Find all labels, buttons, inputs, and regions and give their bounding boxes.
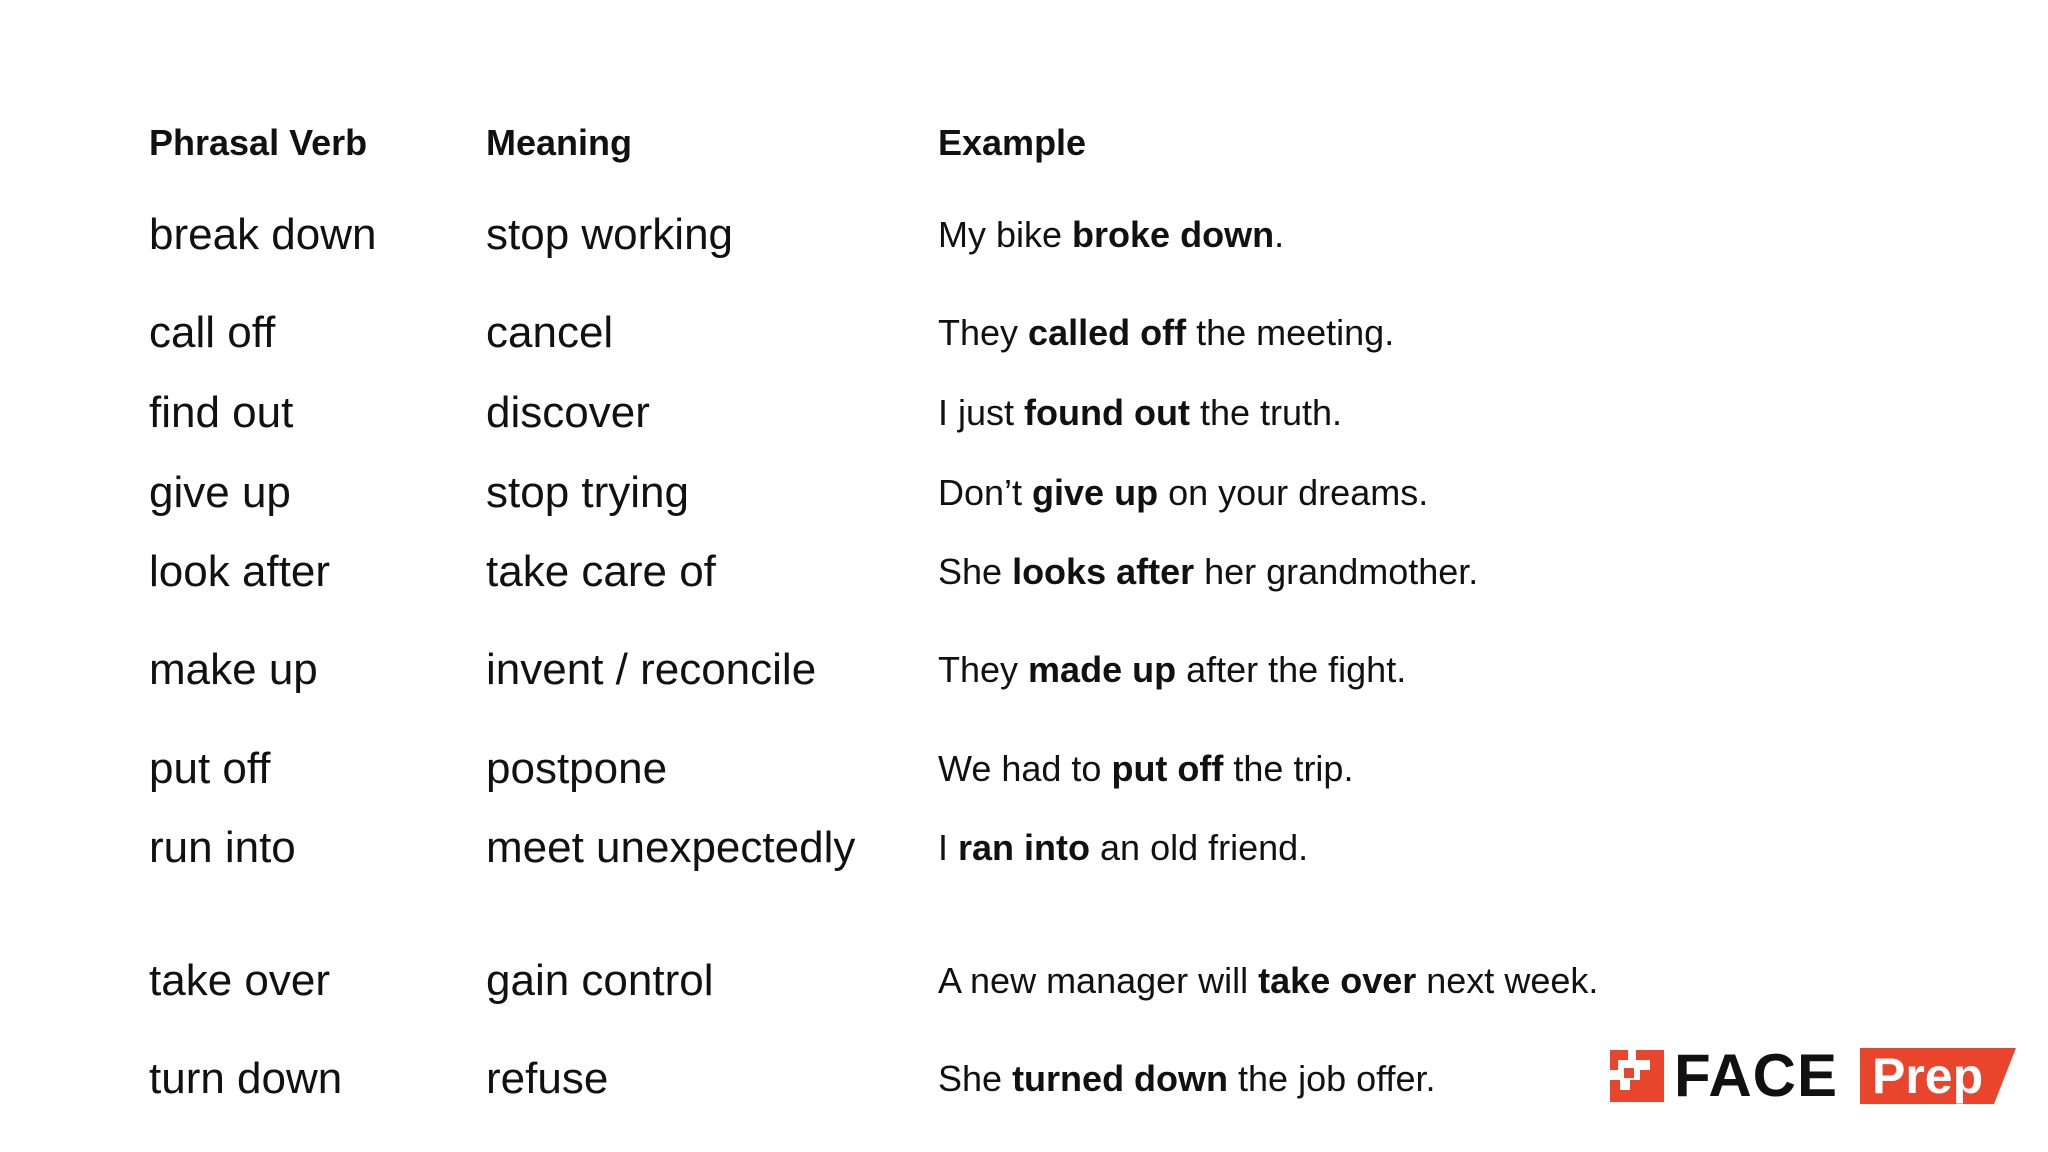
face-prep-logo [1610, 1042, 2016, 1109]
example-phrasal-verb: ran into [958, 827, 1091, 868]
example: They made up after the fight. [938, 649, 1407, 690]
example: I ran into an old friend. [938, 827, 1309, 868]
example: A new manager will take over next week. [938, 960, 1599, 1001]
meaning: stop working [486, 210, 734, 259]
meaning: invent / reconcile [486, 645, 817, 694]
example: My bike broke down. [938, 214, 1285, 255]
phrasal-verb: give up [149, 468, 291, 517]
example-phrasal-verb: turned down [1012, 1058, 1229, 1099]
header-meaning: Meaning [486, 122, 633, 163]
example-phrasal-verb: broke down [1072, 214, 1275, 255]
phrasal-verb: find out [149, 388, 294, 437]
example: They called off the meeting. [938, 312, 1395, 353]
meaning: refuse [486, 1054, 609, 1103]
phrasal-verb: run into [149, 823, 296, 872]
phrasal-verb: put off [149, 744, 271, 793]
example: She looks after her grandmother. [938, 551, 1479, 592]
example: We had to put off the trip. [938, 748, 1354, 789]
example-phrasal-verb: called off [1028, 312, 1187, 353]
example-phrasal-verb: made up [1028, 649, 1177, 690]
logo-face-text: FACE [1674, 1042, 1839, 1109]
example-phrasal-verb: give up [1032, 472, 1159, 513]
phrasal-verb: look after [149, 547, 330, 596]
phrasal-verb: make up [149, 645, 318, 694]
example-phrasal-verb: found out [1024, 392, 1190, 433]
meaning: cancel [486, 308, 614, 357]
header-example: Example [938, 122, 1087, 163]
meaning: postpone [486, 744, 668, 793]
example-phrasal-verb: take over [1258, 960, 1417, 1001]
phrasal-verb: call off [149, 308, 276, 357]
staircase-logo-icon [1610, 1050, 1664, 1102]
header-phrasal-verb: Phrasal Verb [149, 122, 368, 163]
example: Don’t give up on your dreams. [938, 472, 1429, 513]
meaning: meet unexpectedly [486, 823, 856, 872]
example-phrasal-verb: put off [1111, 748, 1224, 789]
phrasal-verb: turn down [149, 1054, 343, 1103]
meaning: stop trying [486, 468, 689, 517]
logo-prep-text: Prep [1872, 1048, 1984, 1104]
phrasal-verb: break down [149, 210, 377, 259]
meaning: gain control [486, 956, 714, 1005]
meaning: take care of [486, 547, 716, 596]
phrasal-verb: take over [149, 956, 330, 1005]
example: She turned down the job offer. [938, 1058, 1436, 1099]
example: I just found out the truth. [938, 392, 1343, 433]
meaning: discover [486, 388, 650, 437]
example-phrasal-verb: looks after [1012, 551, 1195, 592]
